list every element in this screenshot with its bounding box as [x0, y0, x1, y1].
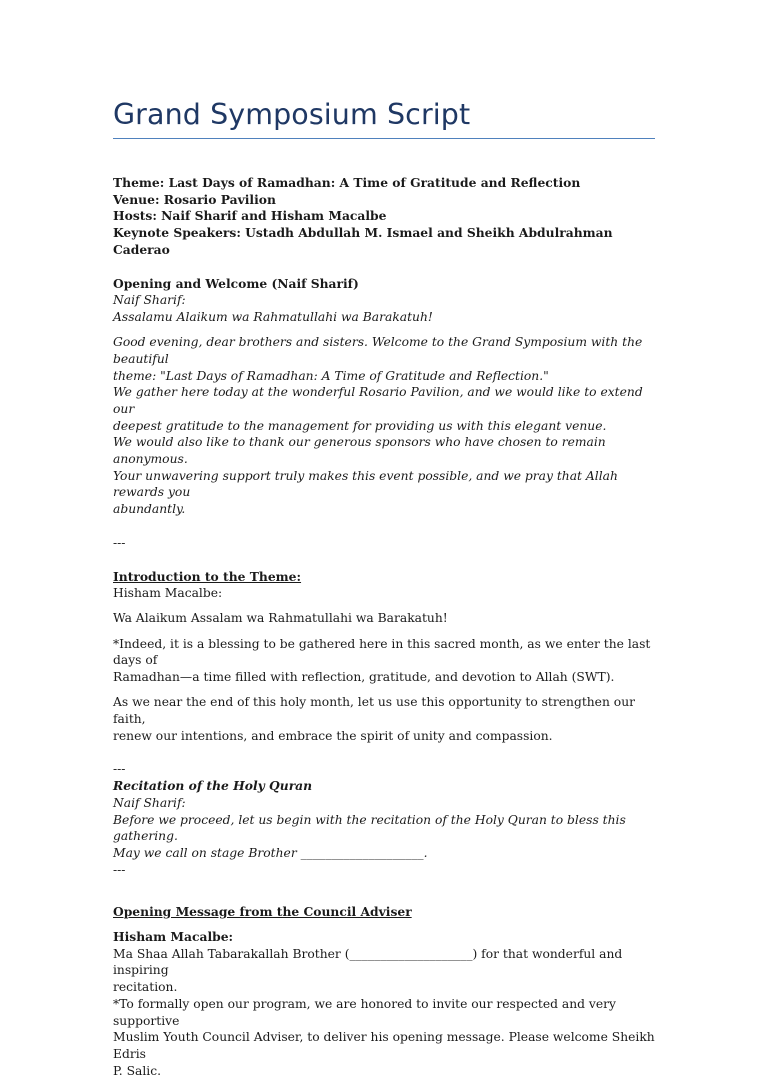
council-speaker: Hisham Macalbe:	[113, 929, 234, 945]
separator: ---	[113, 762, 126, 777]
theme-line: Theme: Last Days of Ramadhan: A Time of Gratitude and Reflection	[113, 175, 581, 190]
spacer	[113, 895, 655, 904]
recitation-line: Before we proceed, let us begin with the recitation of the Holy Quran to bless this gathering.	[113, 812, 626, 844]
spacer	[113, 259, 655, 276]
separator: ---	[113, 535, 126, 550]
spacer	[113, 627, 655, 636]
hosts-line: Hosts: Naif Sharif and Hisham Macalbe	[113, 208, 387, 224]
council-line: recitation.	[113, 980, 178, 995]
intro-reply: Wa Alaikum Assalam wa Rahmatullahi wa Barakatuh!	[113, 611, 448, 626]
spacer	[113, 878, 655, 895]
spacer	[113, 602, 655, 611]
spacer	[113, 686, 655, 695]
opening-line: abundantly.	[113, 502, 186, 517]
opening-heading: Opening and Welcome (Naif Sharif)	[113, 275, 359, 291]
opening-line: Your unwavering support truly makes this event possible, and we pray that Allah rewards you	[113, 468, 618, 500]
intro-paragraph-line: Ramadhan—a time filled with reflection, gratitude, and devotion to Allah (SWT).	[113, 670, 615, 685]
opening-line: Good evening, dear brothers and sisters. Welcome to the Grand Symposium with the beautiful	[113, 335, 643, 366]
spacer	[113, 744, 655, 761]
recitation-line: May we call on stage Brother ____________________.	[113, 845, 428, 860]
opening-speaker: Naif Sharif:	[113, 293, 186, 308]
intro-paragraph-line: *Indeed, it is a blessing to be gathered here in this sacred month, as we enter the last days of	[113, 636, 651, 668]
intro-speaker: Hisham Macalbe:	[113, 586, 223, 601]
council-line: P. Salic.	[113, 1063, 162, 1078]
document-body	[113, 175, 655, 1079]
venue-line: Venue: Rosario Pavilion	[113, 191, 276, 207]
opening-line: We gather here today at the wonderful Rosario Pavilion, and we would like to extend our	[113, 385, 643, 416]
separator: ---	[113, 862, 126, 877]
intro-heading: Introduction to the Theme:	[113, 568, 302, 584]
spacer	[113, 552, 655, 569]
opening-line: We would also like to thank our generous sponsors who have chosen to remain anonymous.	[113, 435, 606, 467]
spacer	[113, 921, 655, 930]
opening-greeting: Assalamu Alaikum wa Rahmatullahi wa Barakatuh!	[113, 309, 433, 324]
recitation-speaker: Naif Sharif:	[113, 795, 186, 810]
council-heading: Opening Message from the Council Adviser	[113, 903, 412, 919]
council-line: Ma Shaa Allah Tabarakallah Brother (____________________) for that wonderful and inspiring	[113, 946, 623, 978]
opening-line: theme: "Last Days of Ramadhan: A Time of Gratitude and Reflection."	[113, 368, 549, 383]
intro-paragraph-line: renew our intentions, and embrace the spirit of unity and compassion.	[113, 728, 553, 743]
council-line: Muslim Youth Council Adviser, to deliver his opening message. Please welcome Sheikh Edris	[113, 1030, 655, 1061]
intro-paragraph-line: As we near the end of this holy month, let us use this opportunity to strengthen our faith,	[113, 695, 635, 726]
document-title: Grand Symposium Script	[113, 96, 655, 139]
speakers-line: Keynote Speakers: Ustadh Abdullah M. Ismael and Sheikh Abdulrahman Caderao	[113, 225, 613, 257]
document-page	[113, 96, 655, 1079]
spacer	[113, 518, 655, 535]
council-line: *To formally open our program, we are honored to invite our respected and very supportive	[113, 996, 616, 1028]
spacer	[113, 326, 655, 335]
recitation-heading: Recitation of the Holy Quran	[113, 778, 313, 794]
opening-line: deepest gratitude to the management for providing us with this elegant venue.	[113, 418, 607, 433]
